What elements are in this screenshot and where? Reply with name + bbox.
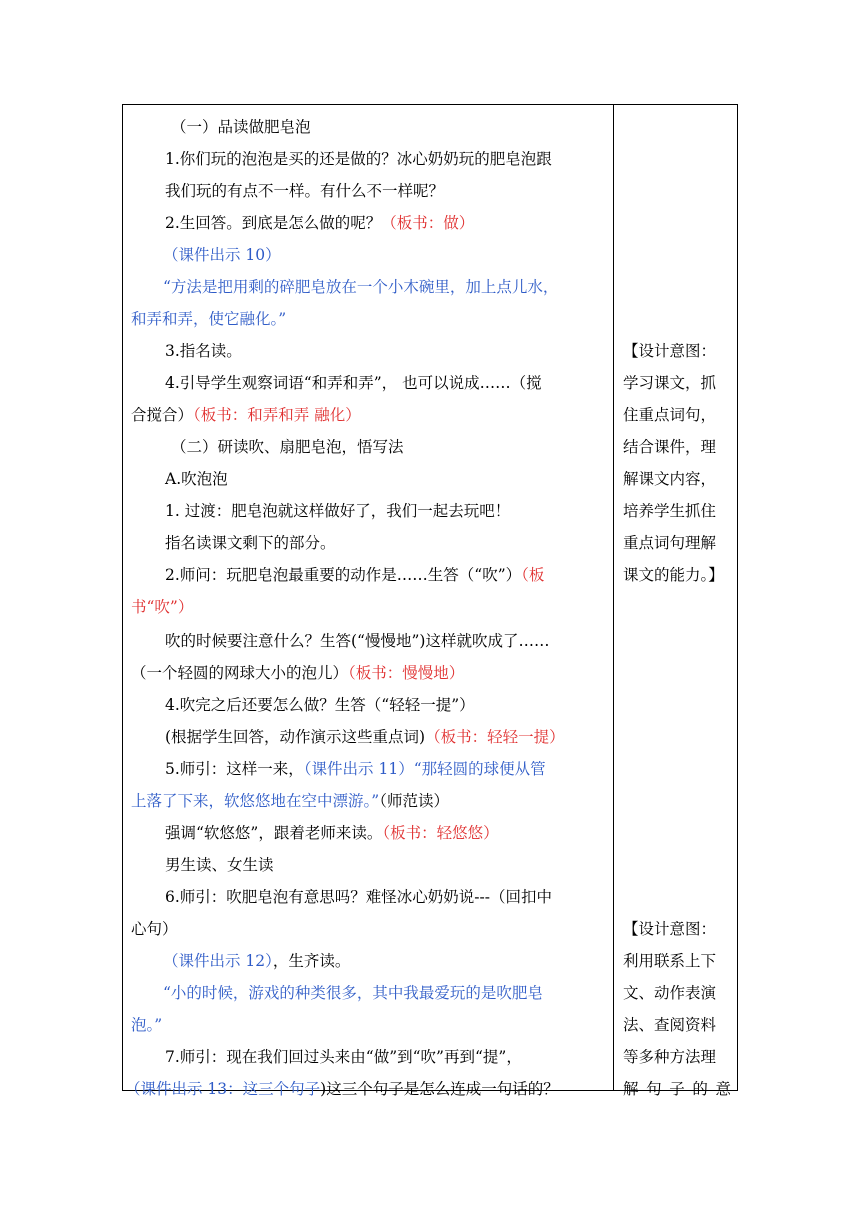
text-line [165, 501, 510, 521]
text-line [163, 245, 281, 265]
text-line [165, 855, 274, 875]
design-intent-line: 学习课文，抓 [623, 374, 717, 392]
text-line [165, 213, 474, 233]
body-text: 7.师引：现在我们回过头来由“做”到“吹”再到“提”， [165, 1048, 522, 1066]
text-line [165, 887, 552, 907]
design-intent-line: 解课文内容， [623, 470, 717, 488]
body-text: 2.师问：玩肥皂泡最重要的动作是……生答（“吹”） [165, 566, 522, 584]
courseware-text: 泡。” [131, 1016, 163, 1034]
text-line [131, 663, 464, 683]
text-line [165, 727, 565, 747]
design-intent-line: 重点词句理解 [623, 534, 717, 552]
blackboard-note: （板 [521, 566, 545, 584]
blackboard-note: （板书：和弄和弄 融化） [193, 406, 361, 424]
text-line [131, 405, 361, 425]
text-line [165, 565, 544, 585]
text-line [165, 373, 542, 393]
text-line [131, 919, 178, 939]
courseware-text: （课件出示 13：这三个句子 [125, 1080, 321, 1098]
body-text: 男生读、女生读 [165, 856, 274, 874]
blackboard-note: （板书：轻轻一提） [425, 728, 565, 746]
design-intent-char: 解 [623, 1080, 639, 1098]
body-text: 指名读课文剩下的部分。 [165, 534, 336, 552]
text-line [165, 823, 499, 843]
courseware-text: （课件出示 10） [163, 246, 281, 264]
text-line [165, 181, 444, 201]
text-line [165, 759, 546, 779]
text-line [165, 533, 336, 553]
body-text: （一个轻圆的网球大小的泡儿） [131, 664, 349, 682]
text-line [165, 631, 549, 651]
body-text: （师范读） [379, 792, 449, 810]
body-text: )这三个句子是怎么连成一句话的？ [320, 1080, 559, 1098]
text-line [131, 309, 286, 329]
body-text: 4.吹完之后还要怎么做？生答（“轻轻一提”） [165, 696, 475, 714]
body-text: 吹的时候要注意什么？生答(“慢慢地”)这样就吹成了…… [165, 632, 550, 650]
courseware-text: “小的时候，游戏的种类很多，其中我最爱玩的是吹肥皂 [163, 984, 543, 1002]
blackboard-note: （板书：轻悠悠） [382, 824, 499, 842]
text-line [125, 1079, 559, 1099]
body-text: 强调“软悠悠”，跟着老师来读。 [165, 824, 383, 842]
text-line [163, 951, 350, 971]
text-line [131, 597, 193, 617]
design-intent-line: 文、动作表演 [623, 984, 717, 1002]
design-intent-line: 结合课件，理 [623, 438, 717, 456]
body-text: (根据学生回答，动作演示这些重点词) [165, 728, 426, 746]
body-text: 2.生回答。到底是怎么做的呢？ [165, 214, 382, 232]
body-text: 6.师引：吹肥皂泡有意思吗？难怪冰心奶奶说---（回扣中 [165, 888, 553, 906]
body-text: （一）品读做肥皂泡 [171, 118, 311, 136]
text-line [171, 117, 311, 137]
design-intent-line: 培养学生抓住 [623, 502, 717, 520]
blackboard-note: （板书：慢慢地） [348, 664, 465, 682]
body-text: （二）研读吹、扇肥皂泡，悟写法 [171, 438, 404, 456]
body-text: 我们玩的有点不一样。有什么不一样呢？ [165, 182, 445, 200]
design-intent-column [614, 105, 738, 1098]
design-intent-char: 句 [646, 1080, 662, 1098]
text-line [131, 1015, 162, 1035]
courseware-text: 和弄和弄，使它融化。” [131, 310, 287, 328]
text-line [165, 341, 242, 361]
lesson-plan-table [122, 104, 738, 1098]
text-line [163, 277, 558, 297]
design-intent-char: 的 [692, 1080, 708, 1098]
teaching-process-column [123, 105, 613, 1098]
body-text: A.吹泡泡 [165, 470, 228, 488]
courseware-text: （课件出示 12） [163, 952, 273, 970]
blackboard-note: （板书：做） [381, 214, 475, 232]
design-intent-line: 等多种方法理 [623, 1048, 717, 1066]
body-text: ，生齐读。 [272, 952, 351, 970]
body-text: 5.师引：这样一来， [165, 760, 304, 778]
design-intent-line: 利用联系上下 [623, 952, 717, 970]
text-line [163, 983, 543, 1003]
body-text: 4.引导学生观察词语“和弄和弄”， 也可以说成……（搅 [165, 374, 542, 392]
design-intent-char: 子 [669, 1080, 685, 1098]
body-text: 合搅合） [131, 406, 194, 424]
text-line [131, 791, 449, 811]
courseware-text: 上落了下来，软悠悠地在空中漂游。” [131, 792, 380, 810]
text-line [165, 1047, 522, 1067]
text-line [165, 469, 228, 489]
design-intent-line: 课文的能力。】 [623, 566, 724, 584]
body-text: 1.你们玩的泡泡是买的还是做的？冰心奶奶玩的肥皂泡跟 [165, 150, 552, 168]
text-line [165, 695, 475, 715]
design-intent-line: 住重点词句， [623, 406, 717, 424]
body-text: 1. 过渡：肥皂泡就这样做好了，我们一起去玩吧！ [165, 502, 511, 520]
text-line [165, 149, 552, 169]
design-intent-char: 意 [715, 1080, 731, 1098]
text-line [171, 437, 404, 457]
design-intent-line: 【设计意图： [623, 920, 717, 938]
design-intent-line: 【设计意图： [623, 342, 717, 360]
design-intent-line [623, 1079, 731, 1099]
body-text: 心句） [131, 920, 178, 938]
body-text: 3.指名读。 [165, 342, 242, 360]
courseware-text: （课件出示 11）“那轻圆的球便从管 [303, 760, 546, 778]
design-intent-line: 法、查阅资料 [623, 1016, 717, 1034]
courseware-text: “方法是把用剩的碎肥皂放在一个小木碗里，加上点儿水， [163, 278, 559, 296]
blackboard-note: 书“吹”） [131, 598, 194, 616]
